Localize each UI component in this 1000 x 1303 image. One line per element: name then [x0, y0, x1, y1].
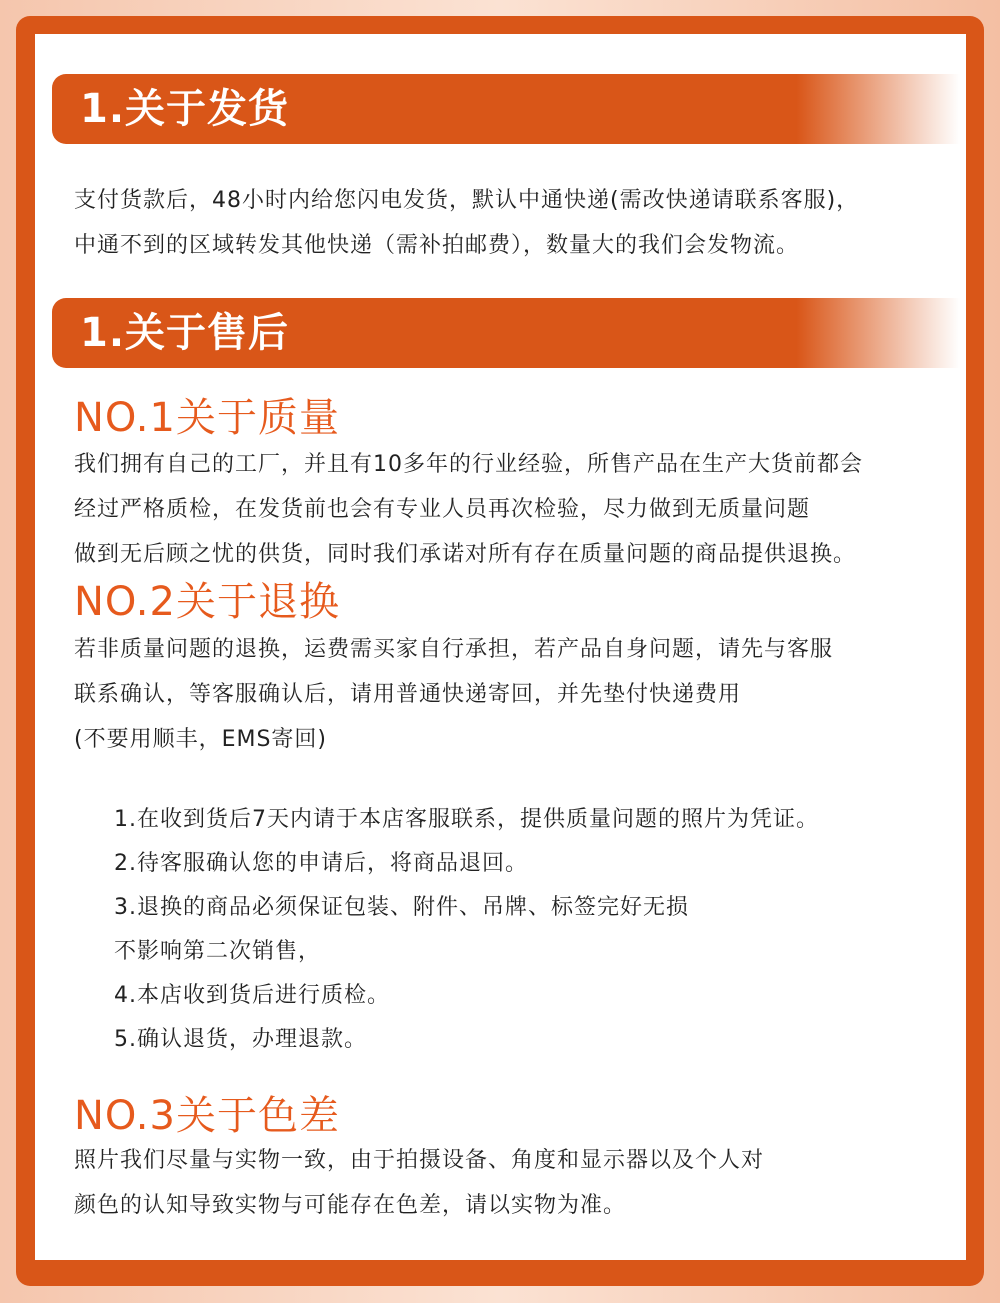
shipping-line: 中通不到的区域转发其他快递（需补拍邮费），数量大的我们会发物流。	[74, 233, 800, 258]
exchange-step: 3.退换的商品必须保证包装、附件、吊牌、标签完好无损	[114, 895, 689, 920]
after-sales-title: 1.关于售后	[80, 310, 290, 356]
color-diff-text	[74, 1138, 954, 1228]
exchange-step: 5.确认退货，办理退款。	[114, 1027, 367, 1052]
exchange-steps	[114, 798, 954, 1062]
shipping-text	[74, 178, 954, 268]
exchange-line: (不要用顺丰，EMS寄回)	[74, 727, 328, 752]
exchange-line: 若非质量问题的退换，运费需买家自行承担，若产品自身问题，请先与客服	[74, 637, 834, 662]
color-diff-line: 照片我们尽量与实物一致，由于拍摄设备、角度和显示器以及个人对	[74, 1148, 765, 1173]
exchange-line: 联系确认，等客服确认后，请用普通快递寄回，并先垫付快递费用	[74, 682, 742, 707]
after-sales-banner	[52, 298, 960, 368]
exchange-step: 2.待客服确认您的申请后，将商品退回。	[114, 851, 528, 876]
shipping-line: 支付货款后，48小时内给您闪电发货，默认中通快递(需改快递请联系客服)，	[74, 188, 860, 213]
color-diff-heading: NO.3关于色差	[74, 1093, 340, 1139]
quality-line: 经过严格质检，在发货前也会有专业人员再次检验，尽力做到无质量问题	[74, 497, 811, 522]
quality-line: 我们拥有自己的工厂，并且有10多年的行业经验，所售产品在生产大货前都会	[74, 452, 863, 477]
exchange-text	[74, 627, 954, 762]
quality-line: 做到无后顾之忧的供货，同时我们承诺对所有存在质量问题的商品提供退换。	[74, 542, 857, 567]
exchange-step: 不影响第二次销售，	[114, 939, 322, 964]
color-diff-line: 颜色的认知导致实物与可能存在色差，请以实物为准。	[74, 1193, 627, 1218]
quality-text	[74, 442, 954, 577]
exchange-step: 4.本店收到货后进行质检。	[114, 983, 390, 1008]
shipping-banner	[52, 74, 960, 144]
shipping-title: 1.关于发货	[80, 86, 290, 132]
exchange-heading: NO.2关于退换	[74, 579, 340, 625]
quality-heading: NO.1关于质量	[74, 395, 340, 441]
exchange-step: 1.在收到货后7天内请于本店客服联系，提供质量问题的照片为凭证。	[114, 807, 819, 832]
